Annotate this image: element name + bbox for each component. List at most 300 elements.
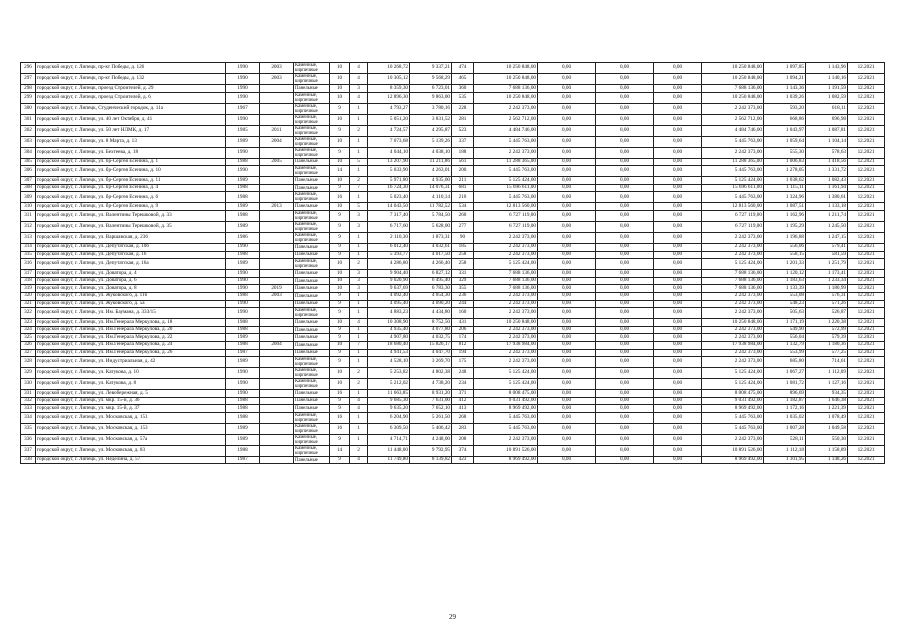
cell-total-area: 4 528,10 — [368, 357, 410, 368]
cell-floors: 9 — [330, 397, 350, 405]
cell-unit-cost-max: 579,41 — [806, 243, 848, 251]
cell-cost-total: 10 250 848,00 — [474, 319, 538, 327]
cell-address: городской округ, г. Липецк, ул. бр-Сергея Есенина, д. 4 — [36, 184, 226, 192]
cell-total-area: 10 308,90 — [368, 319, 410, 327]
cell-entrances: 4 — [350, 63, 368, 74]
cell-unit-cost: 555,30 — [764, 147, 806, 158]
cell-fund-b: 0,00 — [596, 63, 654, 74]
cell-entrances: 1 — [350, 251, 368, 259]
cell-year-overhaul — [260, 412, 294, 423]
cell-cost-sum: 5 445 763,00 — [702, 192, 764, 203]
cell-cost-sum: 5 125 424,00 — [702, 177, 764, 185]
cell-deadline: 12.2021 — [848, 326, 885, 334]
cell-living-area: 4 248,00 — [410, 434, 452, 445]
cell-year-overhaul — [260, 379, 294, 390]
cell-cost-sum: 17 938 984,00 — [702, 341, 764, 349]
cell-total-area: 6 309,50 — [368, 423, 410, 434]
cell-total-area: 4 793,27 — [368, 103, 410, 114]
cell-cost-total: 6 727 119,00 — [474, 210, 538, 221]
cell-fund-b: 0,00 — [596, 114, 654, 125]
cell-fund-b: 0,00 — [596, 184, 654, 192]
cell-deadline: 12.2021 — [848, 357, 885, 368]
cell-fund-b: 0,00 — [596, 423, 654, 434]
cell-year-built: 1988 — [226, 184, 260, 192]
cell-fund-a: 0,00 — [538, 177, 596, 185]
cell-fund-c: 0,00 — [654, 85, 702, 93]
cell-cost-total: 7 688 136,00 — [474, 85, 538, 93]
cell-year-overhaul: 2003 — [260, 63, 294, 74]
cell-total-area: 4 044,10 — [368, 147, 410, 158]
cell-year-overhaul — [260, 368, 294, 379]
cell-year-overhaul — [260, 277, 294, 285]
cell-entrances: 1 — [350, 334, 368, 342]
cell-fund-c: 0,00 — [654, 103, 702, 114]
cell-wall-material: Каменные, кирпичные — [294, 423, 330, 434]
cell-fund-b: 0,00 — [596, 357, 654, 368]
cell-fund-a: 0,00 — [538, 412, 596, 423]
cell-unit-cost-max: 1 104,14 — [806, 136, 848, 147]
cell-floors: 9 — [330, 357, 350, 368]
cell-fund-a: 0,00 — [538, 166, 596, 177]
cell-entrances: 1 — [350, 326, 368, 334]
cell-residents: 465 — [452, 74, 474, 85]
cell-living-area: 5 261,50 — [410, 412, 452, 423]
cell-fund-c: 0,00 — [654, 456, 702, 464]
cell-unit-cost: 896,69 — [764, 390, 806, 398]
cell-fund-b: 0,00 — [596, 308, 654, 319]
table-row — [21, 285, 885, 293]
cell-cost-total: 10 891 526,00 — [474, 445, 538, 456]
cell-year-built: 1990 — [226, 147, 260, 158]
cell-entrances: 1 — [350, 300, 368, 308]
cell-year-overhaul — [260, 147, 294, 158]
cell-total-area: 14 043,50 — [368, 203, 410, 211]
cell-wall-material: Панельные — [294, 456, 330, 464]
cell-year-overhaul — [260, 210, 294, 221]
cell-cost-sum: 2 242 373,00 — [702, 434, 764, 445]
cell-address: городской округ, г. Липецк, ул. Бехтеева, д. 18 — [36, 147, 226, 158]
cell-wall-material: Панельные — [294, 285, 330, 293]
cell-cost-sum: 2 242 373,00 — [702, 103, 764, 114]
cell-fund-a: 0,00 — [538, 357, 596, 368]
cell-living-area: 8 931,20 — [410, 390, 452, 398]
cell-living-area: 3 831,52 — [410, 114, 452, 125]
table-row — [21, 210, 885, 221]
cell-residents: 374 — [452, 445, 474, 456]
cell-year-built: 1989 — [226, 434, 260, 445]
cell-cost-sum: 5 445 763,00 — [702, 136, 764, 147]
cell-unit-cost: 668,86 — [764, 114, 806, 125]
cell-cost-total: 5 445 763,00 — [474, 412, 538, 423]
cell-wall-material: Панельные — [294, 270, 330, 278]
cell-unit-cost: 1 094,21 — [764, 74, 806, 85]
cell-fund-b: 0,00 — [596, 456, 654, 464]
cell-floors: 9 — [330, 184, 350, 192]
cell-fund-c: 0,00 — [654, 319, 702, 327]
cell-cost-total: 5 445 763,00 — [474, 166, 538, 177]
cell-unit-cost: 1 081,72 — [764, 379, 806, 390]
cell-fund-b: 0,00 — [596, 251, 654, 259]
cell-fund-b: 0,00 — [596, 203, 654, 211]
table-row — [21, 114, 885, 125]
cell-unit-cost-max: 579,39 — [806, 334, 848, 342]
cell-unit-cost: 593,20 — [764, 103, 806, 114]
cell-unit-cost-max: 1 087,81 — [806, 125, 848, 136]
cell-address: городской округ, г. Липецк, ул. Катукова, д. 10 — [36, 368, 226, 379]
cell-unit-cost-max: 577,25 — [806, 349, 848, 357]
cell-year-overhaul: 2019 — [260, 285, 294, 293]
cell-fund-a: 0,00 — [538, 405, 596, 413]
cell-address: городской округ, г. Липецк, ул. Им. Баумана, д. 333/15 — [36, 308, 226, 319]
cell-address: городской округ, г. Липецк, ул. Жуковского, д. 5а — [36, 300, 226, 308]
cell-total-area: 13 207,90 — [368, 158, 410, 166]
cell-year-built: 1988 — [226, 251, 260, 259]
cell-row-number: 317 — [21, 270, 36, 278]
cell-entrances: 3 — [350, 85, 368, 93]
cell-address: городской округ, г. Липецк, пр-кт Победы, д. 132 — [36, 74, 226, 85]
cell-year-built: 1990 — [226, 300, 260, 308]
cell-residents: 534 — [452, 203, 474, 211]
cell-year-overhaul — [260, 405, 294, 413]
cell-address: городской округ, г. Липецк, ул. Индустриальная, д. 42 — [36, 357, 226, 368]
cell-fund-b: 0,00 — [596, 390, 654, 398]
cell-living-area: 4 434,80 — [410, 308, 452, 319]
cell-cost-total: 8 008 475,00 — [474, 390, 538, 398]
cell-fund-a: 0,00 — [538, 243, 596, 251]
cell-living-area: 9 568,29 — [410, 74, 452, 85]
cell-year-overhaul — [260, 319, 294, 327]
cell-fund-b: 0,00 — [596, 221, 654, 232]
cell-cost-total: 10 250 848,00 — [474, 74, 538, 85]
cell-cost-sum: 12 813 560,00 — [702, 203, 764, 211]
cell-unit-cost-max: 1 180,99 — [806, 285, 848, 293]
cell-total-area: 6 717,60 — [368, 221, 410, 232]
cell-deadline: 12.2021 — [848, 184, 885, 192]
cell-unit-cost-max: 1 331,72 — [806, 166, 848, 177]
cell-row-number: 301 — [21, 114, 36, 125]
cell-residents: 248 — [452, 368, 474, 379]
cell-fund-b: 0,00 — [596, 277, 654, 285]
cell-row-number: 324 — [21, 326, 36, 334]
cell-living-area: 4 110,14 — [410, 192, 452, 203]
cell-unit-cost-max: 1 078,49 — [806, 412, 848, 423]
cell-fund-b: 0,00 — [596, 368, 654, 379]
cell-residents: 200 — [452, 166, 474, 177]
cell-deadline: 12.2021 — [848, 434, 885, 445]
cell-unit-cost: 1 043,97 — [764, 125, 806, 136]
cell-entrances: 2 — [350, 125, 368, 136]
cell-fund-c: 0,00 — [654, 379, 702, 390]
cell-entrances: 4 — [350, 456, 368, 464]
cell-unit-cost: 1 195,29 — [764, 221, 806, 232]
cell-unit-cost-max: 934,35 — [806, 390, 848, 398]
cell-unit-cost: 1 067,27 — [764, 368, 806, 379]
cell-cost-sum: 5 125 424,00 — [702, 379, 764, 390]
cell-cost-sum: 2 242 373,00 — [702, 251, 764, 259]
cell-cost-sum: 2 242 373,00 — [702, 334, 764, 342]
cell-living-area: 5 139,26 — [410, 136, 452, 147]
cell-wall-material: Каменные, кирпичные — [294, 445, 330, 456]
cell-unit-cost: 1 182,87 — [764, 397, 806, 405]
cell-fund-b: 0,00 — [596, 232, 654, 243]
cell-unit-cost: 1 183,63 — [764, 277, 806, 285]
cell-unit-cost-max: 1 220,38 — [806, 319, 848, 327]
cell-living-area: 5 628,00 — [410, 221, 452, 232]
cell-unit-cost: 505,63 — [764, 308, 806, 319]
cell-row-number: 337 — [21, 445, 36, 456]
cell-year-built: 1988 — [226, 405, 260, 413]
cell-residents: 681 — [452, 184, 474, 192]
cell-year-overhaul: 2011 — [260, 125, 294, 136]
cell-cost-sum: 10 891 526,00 — [702, 445, 764, 456]
cell-total-area: 4 883,23 — [368, 308, 410, 319]
cell-floors: 10 — [330, 379, 350, 390]
cell-fund-a: 0,00 — [538, 85, 596, 93]
cell-residents: 523 — [452, 125, 474, 136]
cell-residents: 329 — [452, 277, 474, 285]
cell-deadline: 12.2021 — [848, 103, 885, 114]
cell-total-area: 11 663,85 — [368, 390, 410, 398]
cell-address: городской округ, г. Липецк, ул. Варшавская, д. 236 — [36, 232, 226, 243]
cell-unit-cost-max: 1 245,50 — [806, 221, 848, 232]
table-row — [21, 423, 885, 434]
cell-row-number: 308 — [21, 184, 36, 192]
cell-year-overhaul — [260, 390, 294, 398]
cell-floors: 9 — [330, 243, 350, 251]
cell-entrances: 4 — [350, 74, 368, 85]
cell-entrances: 4 — [350, 405, 368, 413]
cell-entrances: 5 — [350, 203, 368, 211]
cell-address: городской округ, г. Липецк, ул. 8 Марта, д. 13 — [36, 136, 226, 147]
cell-living-area: 4 047,70 — [410, 349, 452, 357]
cell-cost-sum: 5 125 424,00 — [702, 259, 764, 270]
cell-living-area: 9 337,21 — [410, 63, 452, 74]
cell-fund-c: 0,00 — [654, 243, 702, 251]
cell-cost-sum: 5 445 763,00 — [702, 166, 764, 177]
cell-row-number: 329 — [21, 368, 36, 379]
cell-residents: 175 — [452, 357, 474, 368]
cell-entrances: 1 — [350, 166, 368, 177]
cell-cost-sum: 15 696 611,00 — [702, 184, 764, 192]
cell-deadline: 12.2021 — [848, 232, 885, 243]
cell-residents: 208 — [452, 434, 474, 445]
cell-fund-c: 0,00 — [654, 326, 702, 334]
cell-fund-a: 0,00 — [538, 397, 596, 405]
cell-floors: 9 — [330, 232, 350, 243]
cell-unit-cost: 1 143,36 — [764, 85, 806, 93]
cell-fund-c: 0,00 — [654, 221, 702, 232]
cell-unit-cost-max: 1 143,96 — [806, 63, 848, 74]
cell-fund-c: 0,00 — [654, 63, 702, 74]
cell-total-area: 6 012,40 — [368, 243, 410, 251]
cell-year-built: 1988 — [226, 412, 260, 423]
cell-fund-a: 0,00 — [538, 277, 596, 285]
cell-floors: 9 — [330, 125, 350, 136]
cell-wall-material: Каменные, кирпичные — [294, 92, 330, 103]
cell-cost-sum: 9 031 492,00 — [702, 397, 764, 405]
table-row — [21, 166, 885, 177]
cell-total-area: 4 724,57 — [368, 125, 410, 136]
cell-floors: 10 — [330, 114, 350, 125]
page-number: 29 — [449, 613, 456, 621]
cell-fund-a: 0,00 — [538, 456, 596, 464]
cell-entrances: 3 — [350, 277, 368, 285]
cell-fund-a: 0,00 — [538, 379, 596, 390]
cell-cost-total: 8 969 492,00 — [474, 456, 538, 464]
cell-total-area: 6 204,90 — [368, 412, 410, 423]
cell-total-area: 7 073,68 — [368, 136, 410, 147]
cell-fund-a: 0,00 — [538, 251, 596, 259]
cell-unit-cost-max: 714,61 — [806, 357, 848, 368]
cell-floors: 9 — [330, 251, 350, 259]
cell-cost-total: 2 242 373,00 — [474, 349, 538, 357]
table-row — [21, 203, 885, 211]
cell-year-overhaul — [260, 259, 294, 270]
cell-year-built: 1990 — [226, 285, 260, 293]
cell-cost-total: 5 445 763,00 — [474, 136, 538, 147]
table-row — [21, 308, 885, 319]
cell-residents: 268 — [452, 412, 474, 423]
cell-address: городской округ, г. Липецк, проезд Строителей, д. 6 — [36, 92, 226, 103]
cell-residents: 244 — [452, 300, 474, 308]
cell-address: городской округ, г. Липецк, ул. Московская, д. 83 — [36, 445, 226, 456]
cell-entrances: 1 — [350, 423, 368, 434]
cell-address: городской округ, г. Липецк, ул. Доватора, д. 8 — [36, 285, 226, 293]
cell-unit-cost-max: 618,11 — [806, 103, 848, 114]
cell-deadline: 12.2021 — [848, 147, 885, 158]
cell-address: городской округ, г. Липецк, ул. бр-Сергея Есенина, д. 9 — [36, 203, 226, 211]
cell-living-area: 11 211,86 — [410, 158, 452, 166]
cell-year-built: 1989 — [226, 136, 260, 147]
cell-living-area: 6 827,12 — [410, 270, 452, 278]
cell-wall-material: Каменные, кирпичные — [294, 412, 330, 423]
cell-year-built: 1990 — [226, 92, 260, 103]
cell-cost-total: 15 696 611,00 — [474, 184, 538, 192]
cell-residents: 283 — [452, 423, 474, 434]
cell-address: городской округ, г. Липецк, ул. Жуковского, д. 11б — [36, 292, 226, 300]
cell-unit-cost-max: 572,99 — [806, 326, 848, 334]
cell-year-overhaul — [260, 334, 294, 342]
cell-wall-material: Каменные, кирпичные — [294, 221, 330, 232]
cell-unit-cost-max: 1 180,36 — [806, 341, 848, 349]
cell-cost-sum: 8 008 475,00 — [702, 390, 764, 398]
cell-fund-b: 0,00 — [596, 379, 654, 390]
cell-fund-a: 0,00 — [538, 184, 596, 192]
cell-deadline: 12.2021 — [848, 63, 885, 74]
cell-total-area: 9 904,40 — [368, 270, 410, 278]
cell-address: городской округ, г. Липецк, ул. Московская, д. 153 — [36, 423, 226, 434]
cell-cost-sum: 2 242 373,00 — [702, 147, 764, 158]
cell-cost-sum: 5 445 763,00 — [702, 423, 764, 434]
cell-address: городской округ, г. Липецк, ул. Неделина, д. 57 — [36, 456, 226, 464]
cell-unit-cost-max: 1 233,34 — [806, 277, 848, 285]
cell-unit-cost: 1 324,96 — [764, 192, 806, 203]
cell-entrances: 2 — [350, 177, 368, 185]
cell-wall-material: Панельные — [294, 85, 330, 93]
cell-unit-cost-max: 1 049,58 — [806, 423, 848, 434]
cell-year-built: 1990 — [226, 277, 260, 285]
cell-cost-sum: 2 242 373,00 — [702, 300, 764, 308]
cell-entrances: 1 — [350, 136, 368, 147]
cell-cost-sum: 5 125 424,00 — [702, 368, 764, 379]
cell-fund-c: 0,00 — [654, 405, 702, 413]
cell-entrances: 4 — [350, 397, 368, 405]
cell-residents: 228 — [452, 103, 474, 114]
cell-fund-b: 0,00 — [596, 341, 654, 349]
cell-total-area: 11 448,00 — [368, 445, 410, 456]
cell-fund-a: 0,00 — [538, 445, 596, 456]
cell-unit-cost: 556,06 — [764, 243, 806, 251]
cell-address: городской округ, г. Липецк, ул. Им.Генерала Меркулова, д. 22 — [36, 334, 226, 342]
cell-residents: 281 — [452, 114, 474, 125]
cell-residents: 236 — [452, 292, 474, 300]
cell-cost-sum: 4 484 746,00 — [702, 125, 764, 136]
cell-cost-sum: 5 445 763,00 — [702, 412, 764, 423]
cell-wall-material: Панельные — [294, 158, 330, 166]
table-row — [21, 390, 885, 398]
cell-year-built: 1989 — [226, 203, 260, 211]
table-row — [21, 251, 885, 259]
table-row — [21, 221, 885, 232]
cell-living-area: 4 032,75 — [410, 334, 452, 342]
cell-residents: 258 — [452, 259, 474, 270]
cell-total-area: 4 935,40 — [368, 326, 410, 334]
cell-total-area: 4 286,80 — [368, 259, 410, 270]
cell-deadline: 12.2021 — [848, 319, 885, 327]
cell-unit-cost: 553,99 — [764, 349, 806, 357]
cell-fund-b: 0,00 — [596, 177, 654, 185]
table-row — [21, 147, 885, 158]
cell-unit-cost: 1 201,33 — [764, 259, 806, 270]
cell-fund-c: 0,00 — [654, 210, 702, 221]
cell-living-area: 8 139,82 — [410, 456, 452, 464]
cell-row-number: 296 — [21, 63, 36, 74]
cell-year-built: 1990 — [226, 85, 260, 93]
cell-fund-a: 0,00 — [538, 368, 596, 379]
table-row — [21, 277, 885, 285]
cell-cost-sum: 6 727 119,00 — [702, 221, 764, 232]
cell-floors: 9 — [330, 103, 350, 114]
cell-cost-sum: 2 562 712,00 — [702, 114, 764, 125]
cell-row-number: 318 — [21, 277, 36, 285]
cell-address: городской округ, г. Липецк, ул. бр-Сергея Есенина, д. 11 — [36, 177, 226, 185]
cell-total-area: 9 685,30 — [368, 397, 410, 405]
cell-deadline: 12.2021 — [848, 390, 885, 398]
cell-row-number: 332 — [21, 397, 36, 405]
table-row — [21, 357, 885, 368]
cell-total-area: 9 020,90 — [368, 277, 410, 285]
cell-wall-material: Панельные — [294, 292, 330, 300]
cell-fund-b: 0,00 — [596, 243, 654, 251]
cell-unit-cost: 1 112,18 — [764, 445, 806, 456]
cell-floors: 9 — [330, 434, 350, 445]
cell-row-number: 319 — [21, 285, 36, 293]
cell-fund-b: 0,00 — [596, 319, 654, 327]
cell-fund-b: 0,00 — [596, 405, 654, 413]
cell-unit-cost-max: 526,87 — [806, 308, 848, 319]
cell-total-area: 4 907,80 — [368, 334, 410, 342]
table-row — [21, 300, 885, 308]
cell-fund-a: 0,00 — [538, 259, 596, 270]
cell-unit-cost-max: 581,59 — [806, 251, 848, 259]
table-row — [21, 243, 885, 251]
cell-year-overhaul — [260, 243, 294, 251]
cell-cost-sum: 2 242 373,00 — [702, 243, 764, 251]
cell-floors: 10 — [330, 85, 350, 93]
cell-deadline: 12.2021 — [848, 259, 885, 270]
cell-year-overhaul — [260, 177, 294, 185]
cell-residents: 185 — [452, 243, 474, 251]
